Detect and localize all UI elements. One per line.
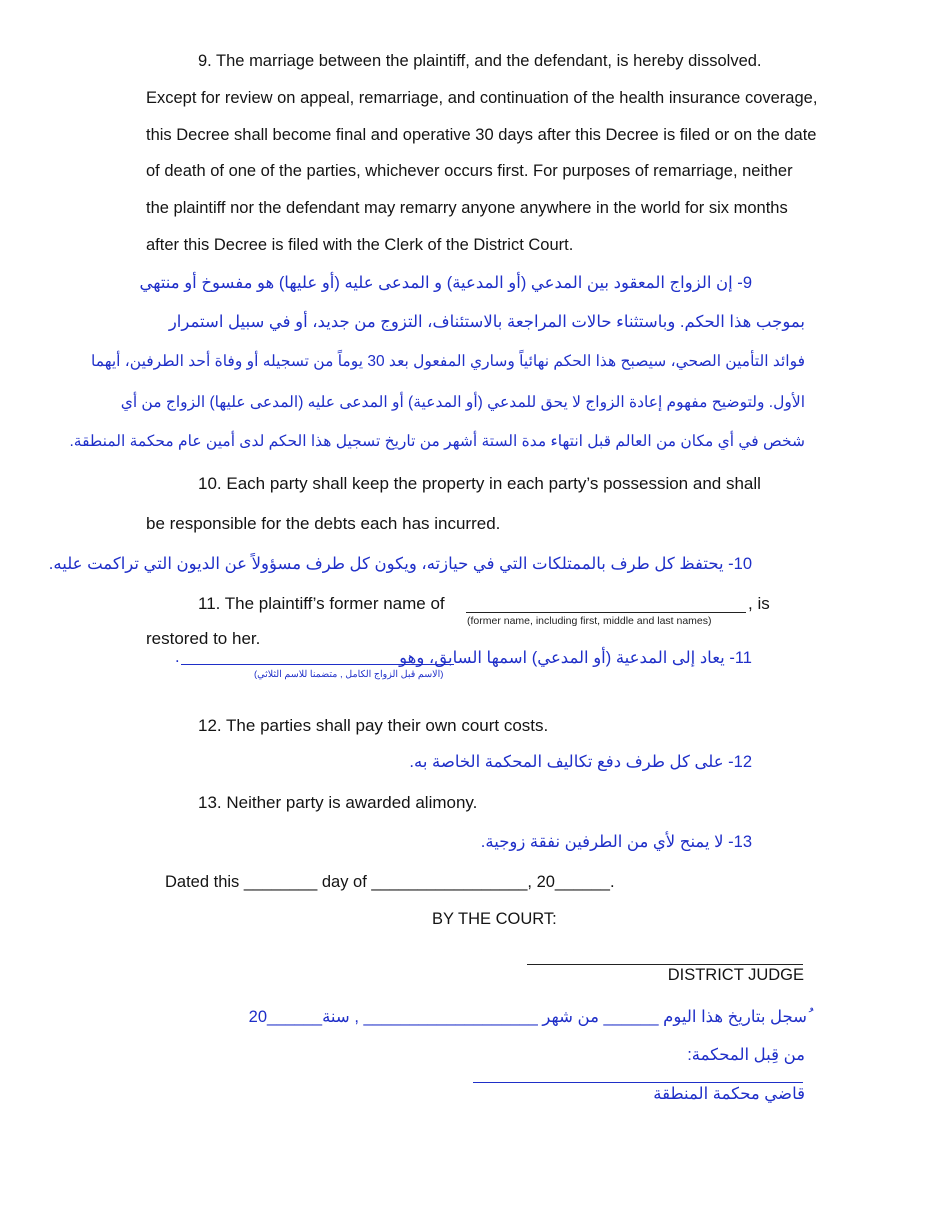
s11-ar-end: .	[175, 648, 180, 666]
ar-district-judge-label: قاضي محكمة المنطقة	[653, 1085, 805, 1103]
s13-en: 13. Neither party is awarded alimony.	[198, 793, 478, 812]
dated-line: Dated this ________ day of _________________, 20______.	[165, 873, 615, 891]
ar-by-the-court: من قِبل المحكمة:	[687, 1046, 805, 1064]
district-judge-label: DISTRICT JUDGE	[667, 966, 804, 984]
s9-en-line-5: the plaintiff nor the defendant may remarry anyone anywhere in the world for six months	[146, 199, 788, 217]
s10-en-line-2: be responsible for the debts each has incurred.	[146, 514, 501, 533]
former-name-hint: (former name, including first, middle and last names)	[467, 615, 712, 627]
ar-judge-signature-line[interactable]	[473, 1082, 803, 1083]
s11-en-prefix: 11. The plaintiff’s former name of	[198, 594, 445, 613]
s9-ar-line-1: 9- إن الزواج المعقود بين المدعي (أو المدعية) و المدعى عليه (أو عليها) هو مفسوخ أو منتهي	[139, 274, 752, 292]
s9-en-line-3: this Decree shall become final and operative 30 days after this Decree is filed or on the date	[146, 126, 817, 144]
s11-en-suffix: , is	[748, 594, 770, 613]
s11-ar-line: 11- يعاد إلى المدعية (أو المدعي) اسمها السابق، وهو	[399, 649, 752, 667]
ar-dated-line: ُسجل بتاريخ هذا اليوم ______ من شهر ___________________ , سنة______20	[248, 1008, 807, 1026]
s11-en-line-2: restored to her.	[146, 629, 261, 648]
s9-en-line-1: 9. The marriage between the plaintiff, and the defendant, is hereby dissolved.	[198, 52, 762, 70]
by-the-court: BY THE COURT:	[432, 910, 557, 928]
s9-ar-line-2: بموجب هذا الحكم. وباستثناء حالات المراجعة بالاستئناف، التزوج من جديد، أو في سبيل استمرار	[168, 313, 805, 331]
s12-en: 12. The parties shall pay their own court costs.	[198, 716, 549, 735]
s9-ar-line-3: فوائد التأمين الصحي، سيصبح هذا الحكم نهائياً وساري المفعول بعد 30 يوماً من تسجيله أو وفاة أحد الطرفين، أيهما	[91, 353, 805, 370]
s9-en-line-4: of death of one of the parties, whichever occurs first. For purposes of remarriage, neither	[146, 162, 793, 180]
s10-en-line-1: 10. Each party shall keep the property in each party’s possession and shall	[198, 474, 761, 493]
s9-ar-line-4: الأول. ولتوضيح مفهوم إعادة الزواج لا يحق للمدعي (أو المدعية) أو المدعى عليه (المدعى عليها) الزواج من أي	[120, 394, 805, 411]
s9-en-line-6: after this Decree is filed with the Clerk of the District Court.	[146, 236, 574, 254]
s13-ar: 13- لا يمنح لأي من الطرفين نفقة زوجية.	[480, 833, 752, 851]
s9-en-line-2: Except for review on appeal, remarriage, and continuation of the health insurance coverage,	[146, 89, 818, 107]
s9-ar-line-5: شخص في أي مكان من العالم قبل انتهاء مدة الستة أشهر من تاريخ تسجيل هذا الحكم لدى أمين عام محكمة المنطقة.	[69, 433, 805, 450]
s12-ar: 12- على كل طرف دفع تكاليف المحكمة الخاصة به.	[409, 753, 752, 771]
former-name-hint-ar: (الاسم قبل الزواج الكامل , متضمنا للاسم الثلاثي)	[254, 669, 444, 680]
judge-signature-line[interactable]	[527, 964, 803, 965]
s10-ar-line: 10- يحتفظ كل طرف بالممتلكات التي في حيازته، ويكون كل طرف مسؤولاً عن الديون التي تراكمت عليه.	[48, 555, 752, 573]
former-name-blank[interactable]	[466, 612, 746, 613]
former-name-blank-ar[interactable]	[181, 664, 454, 665]
